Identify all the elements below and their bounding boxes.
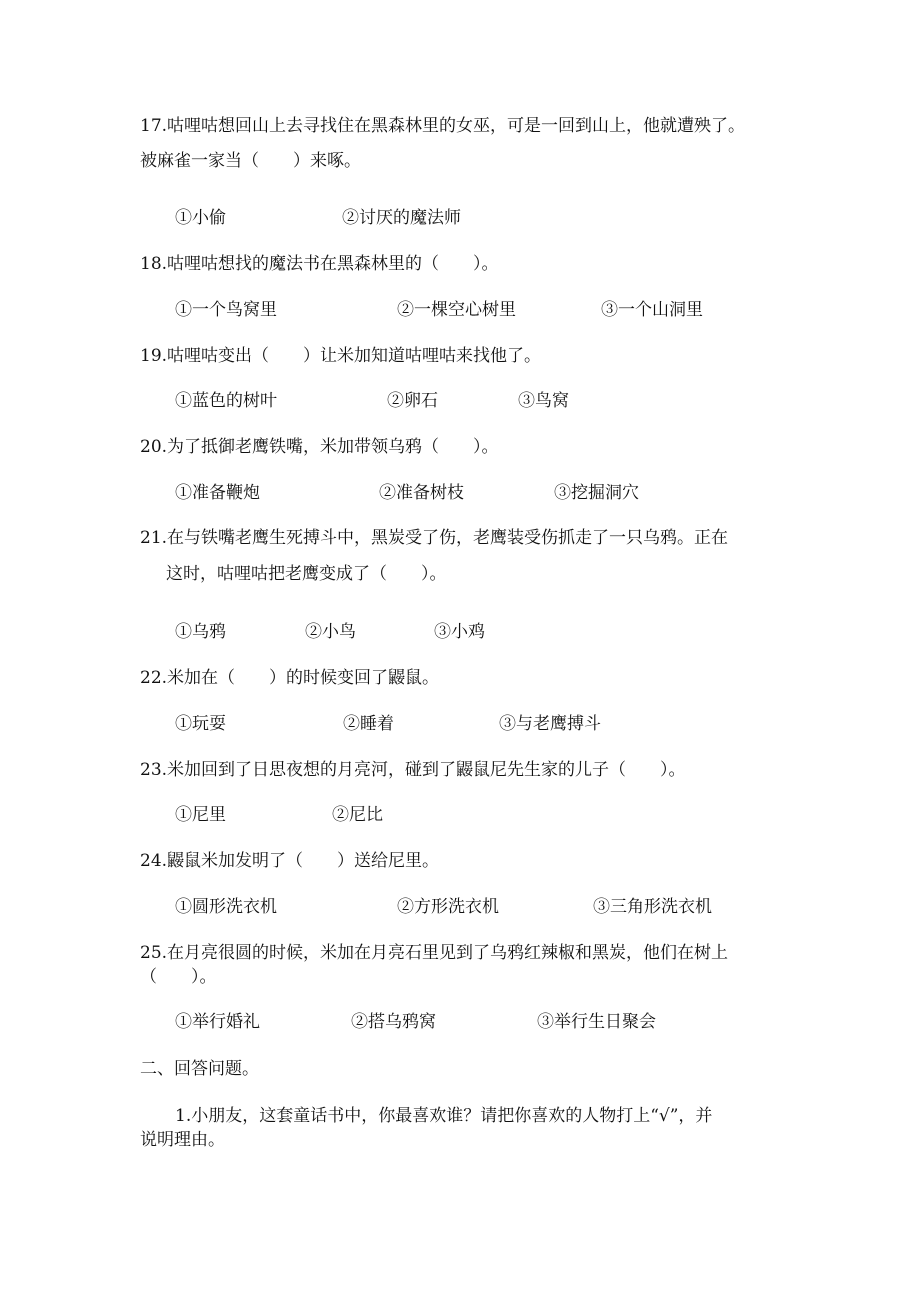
question-24-option-3: ③三角形洗衣机 bbox=[593, 897, 712, 917]
question-25-line-2: （ ）。 bbox=[140, 967, 217, 987]
question-24-option-2: ②方形洗衣机 bbox=[397, 897, 499, 917]
section-2-heading: 二、回答问题。 bbox=[140, 1059, 259, 1079]
question-23-line-1: 23.米加回到了日思夜想的月亮河，碰到了鼹鼠尼先生家的儿子（ ）。 bbox=[140, 760, 686, 780]
section-2-question-1-line-1: 1.小朋友，这套童话书中，你最喜欢谁？请把你喜欢的人物打上“√”，并 bbox=[175, 1106, 713, 1126]
question-17-line-1: 17.咕哩咕想回山上去寻找住在黑森林里的女巫，可是一回到山上，他就遭殃了。 bbox=[140, 116, 746, 136]
question-22-option-2: ②睡着 bbox=[343, 714, 394, 734]
question-22-option-3: ③与老鹰搏斗 bbox=[499, 714, 601, 734]
question-25-option-2: ②搭乌鸦窝 bbox=[351, 1012, 436, 1032]
question-19-option-3: ③鸟窝 bbox=[518, 391, 569, 411]
question-19-line-1: 19.咕哩咕变出（ ）让米加知道咕哩咕来找他了。 bbox=[140, 346, 542, 366]
question-21-option-3: ③小鸡 bbox=[434, 622, 485, 642]
question-19-option-1: ①蓝色的树叶 bbox=[175, 391, 277, 411]
question-21-option-2: ②小鸟 bbox=[305, 622, 356, 642]
question-17-option-2: ②讨厌的魔法师 bbox=[342, 208, 461, 228]
question-23-option-2: ②尼比 bbox=[332, 805, 383, 825]
question-20-option-1: ①准备鞭炮 bbox=[175, 483, 260, 503]
question-25-line-1: 25.在月亮很圆的时候，米加在月亮石里见到了乌鸦红辣椒和黑炭，他们在树上 bbox=[140, 943, 729, 963]
question-19-option-2: ②卵石 bbox=[387, 391, 438, 411]
question-21-line-1: 21.在与铁嘴老鹰生死搏斗中，黑炭受了伤，老鹰装受伤抓走了一只乌鸦。正在 bbox=[140, 528, 729, 548]
question-23-option-1: ①尼里 bbox=[175, 805, 226, 825]
question-24-option-1: ①圆形洗衣机 bbox=[175, 897, 277, 917]
question-17-option-1: ①小偷 bbox=[175, 208, 226, 228]
question-20-option-3: ③挖掘洞穴 bbox=[554, 483, 639, 503]
question-25-option-3: ③举行生日聚会 bbox=[537, 1012, 656, 1032]
question-17-line-2: 被麻雀一家当（ ）来啄。 bbox=[140, 151, 361, 171]
question-24-line-1: 24.鼹鼠米加发明了（ ）送给尼里。 bbox=[140, 851, 440, 871]
question-20-line-1: 20.为了抵御老鹰铁嘴，米加带领乌鸦（ ）。 bbox=[140, 437, 499, 457]
question-25-option-1: ①举行婚礼 bbox=[175, 1012, 260, 1032]
question-18-option-2: ②一棵空心树里 bbox=[397, 300, 516, 320]
question-18-line-1: 18.咕哩咕想找的魔法书在黑森林里的（ ）。 bbox=[140, 254, 499, 274]
question-18-option-3: ③一个山洞里 bbox=[601, 300, 703, 320]
section-2-question-1-line-2: 说明理由。 bbox=[140, 1130, 225, 1150]
question-22-line-1: 22.米加在（ ）的时候变回了鼹鼠。 bbox=[140, 668, 440, 688]
question-21-option-1: ①乌鸦 bbox=[175, 622, 226, 642]
question-20-option-2: ②准备树枝 bbox=[379, 483, 464, 503]
question-22-option-1: ①玩耍 bbox=[175, 714, 226, 734]
question-21-line-2: 这时，咕哩咕把老鹰变成了（ ）。 bbox=[166, 564, 447, 584]
question-18-option-1: ①一个鸟窝里 bbox=[175, 300, 277, 320]
